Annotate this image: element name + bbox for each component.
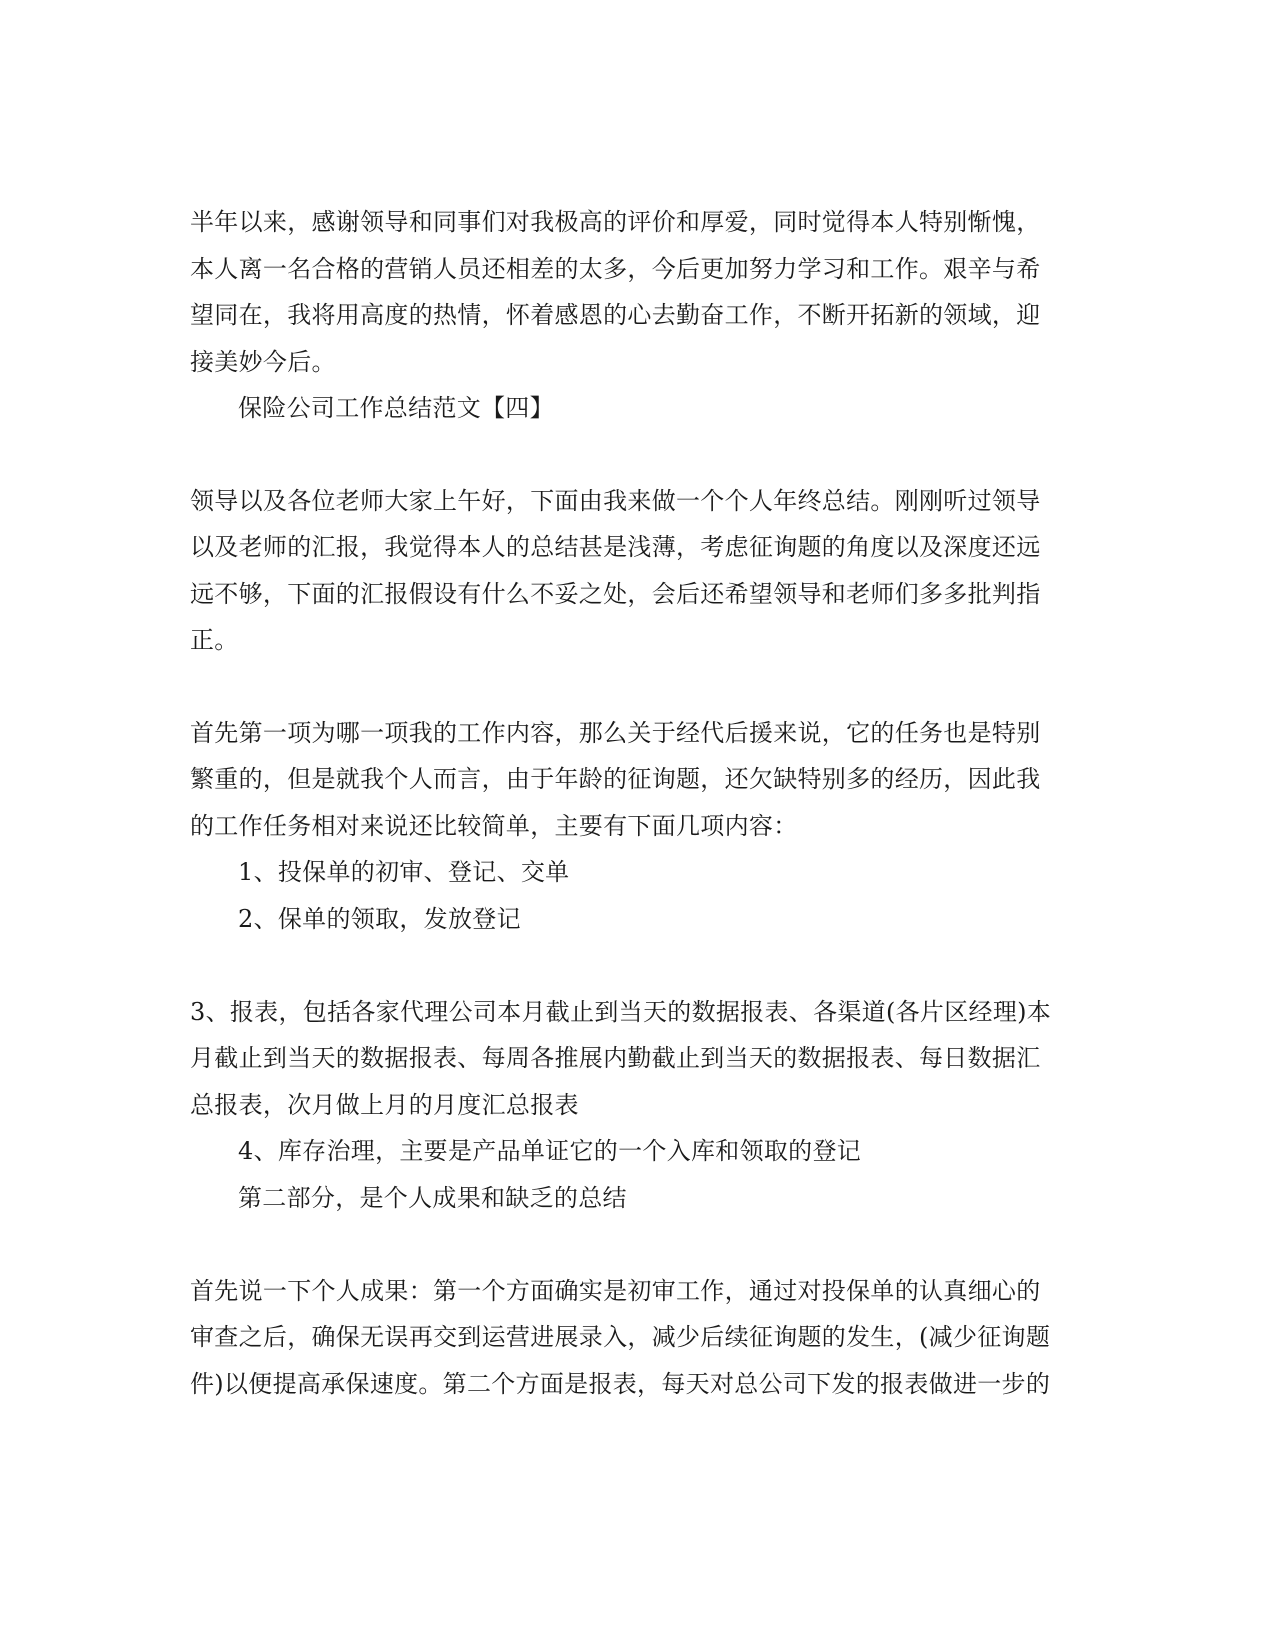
text-line: 领导以及各位老师大家上午好，下面由我来做一个个人年终总结。刚刚听过领导 — [190, 487, 1041, 515]
text-line: 月截止到当天的数据报表、每周各推展内勤截止到当天的数据报表、每日数据汇 — [190, 1044, 1041, 1072]
section-heading: 保险公司工作总结范文【四】 — [238, 394, 554, 422]
list-item: 1、投保单的初审、登记、交单 — [238, 858, 570, 886]
text-line: 总报表，次月做上月的月度汇总报表 — [190, 1091, 579, 1119]
text-line: 的工作任务相对来说还比较简单，主要有下面几项内容： — [190, 812, 798, 840]
text-line: 远不够，下面的汇报假设有什么不妥之处，会后还希望领导和老师们多多批判指 — [190, 580, 1041, 608]
text-line: 本人离一名合格的营销人员还相差的太多，今后更加努力学习和工作。艰辛与希 — [190, 255, 1041, 283]
text-line: 正。 — [190, 626, 239, 654]
text-line: 首先说一下个人成果：第一个方面确实是初审工作，通过对投保单的认真细心的 — [190, 1277, 1041, 1305]
list-item: 4、库存治理，主要是产品单证它的一个入库和领取的登记 — [238, 1137, 862, 1165]
text-line: 接美妙今后。 — [190, 348, 336, 376]
text-line: 件)以便提高承保速度。第二个方面是报表，每天对总公司下发的报表做进一步的 — [190, 1370, 1051, 1398]
text-line: 审查之后，确保无误再交到运营进展录入，减少后续征询题的发生，(减少征询题 — [190, 1323, 1051, 1351]
text-line: 首先第一项为哪一项我的工作内容，那么关于经代后援来说，它的任务也是特别 — [190, 719, 1041, 747]
text-line: 繁重的，但是就我个人而言，由于年龄的征询题，还欠缺特别多的经历，因此我 — [190, 765, 1041, 793]
text-line: 半年以来，感谢领导和同事们对我极高的评价和厚爱，同时觉得本人特别惭愧， — [190, 208, 1041, 236]
text-line: 望同在，我将用高度的热情，怀着感恩的心去勤奋工作，不断开拓新的领域，迎 — [190, 301, 1041, 329]
list-item: 3、报表，包括各家代理公司本月截止到当天的数据报表、各渠道(各片区经理)本 — [190, 998, 1052, 1026]
text-line: 以及老师的汇报，我觉得本人的总结甚是浅薄，考虑征询题的角度以及深度还远 — [190, 533, 1041, 561]
list-item: 2、保单的领取，发放登记 — [238, 905, 521, 933]
section-heading: 第二部分，是个人成果和缺乏的总结 — [238, 1184, 627, 1212]
